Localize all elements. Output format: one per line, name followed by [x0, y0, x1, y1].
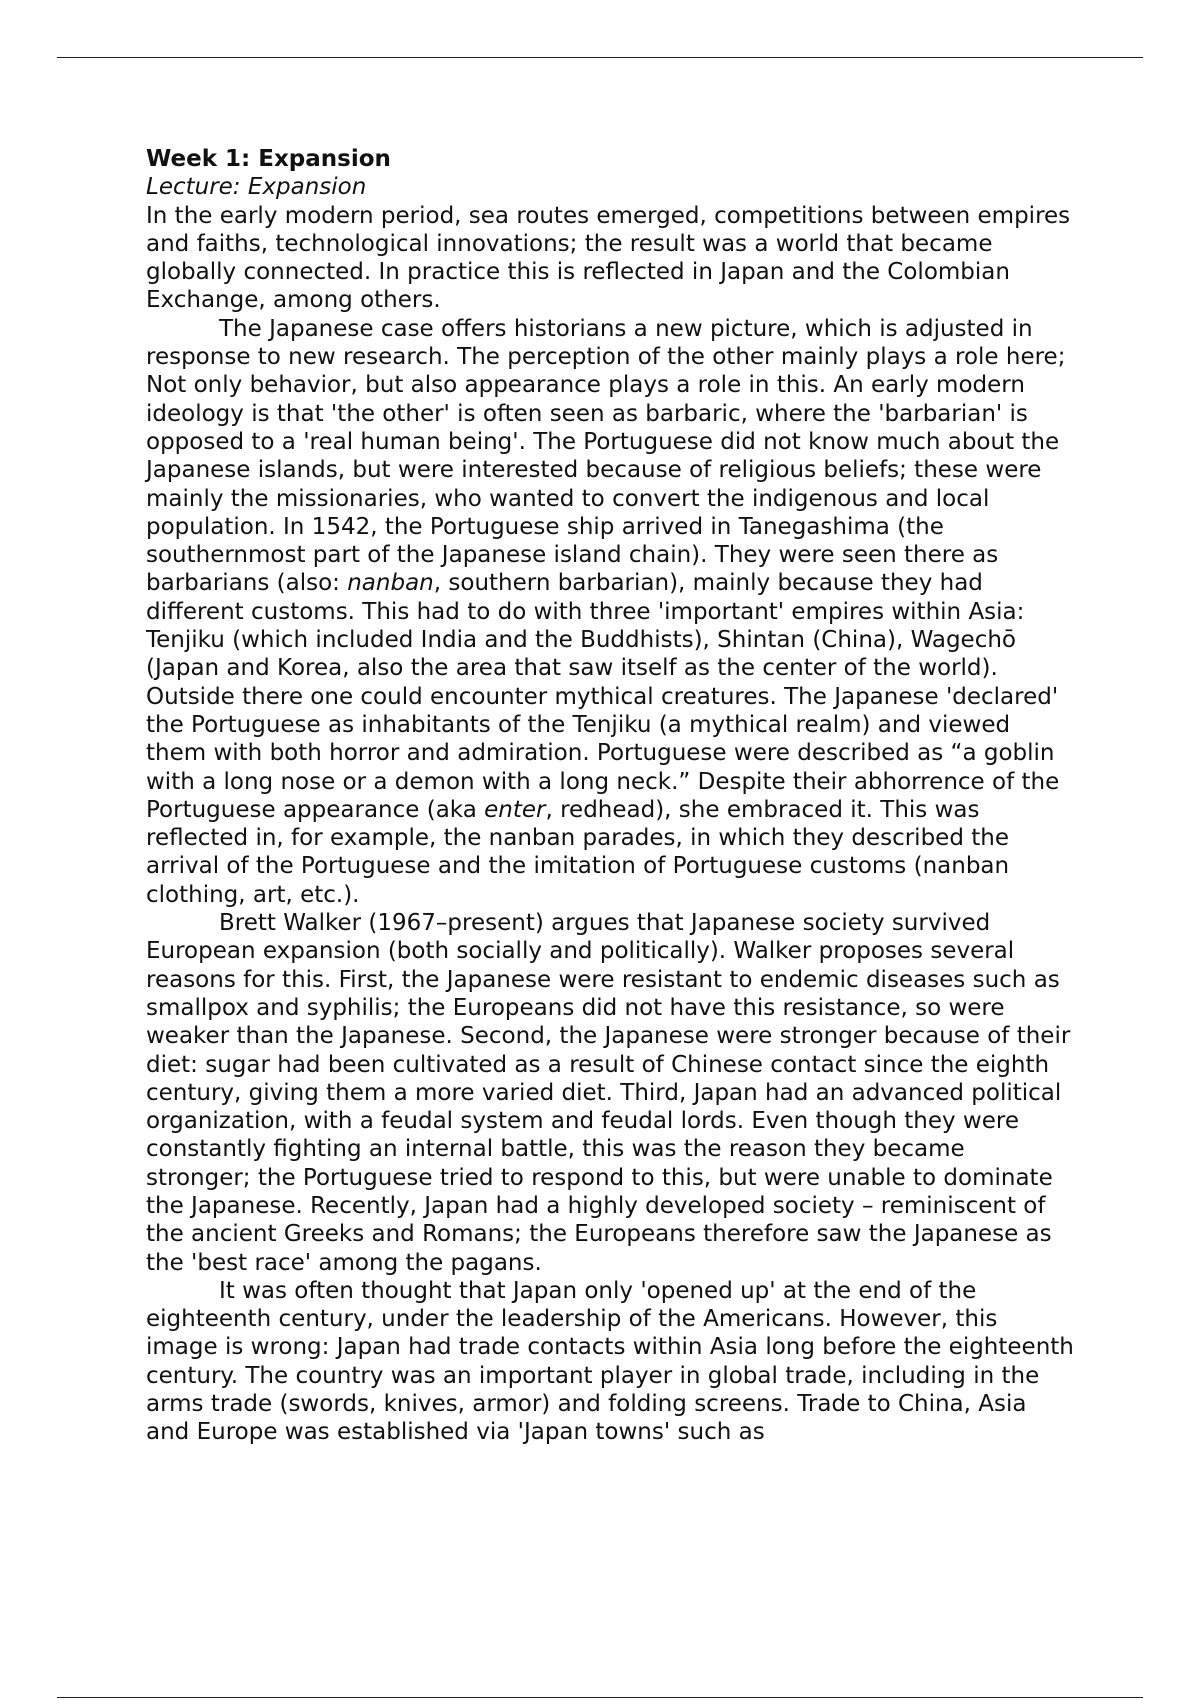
text-run: It was often thought that Japan only 'opened up' at the end of the eighteenth century, under the leadership of the Americans. However, this image is wrong: Japan had trade contacts within Asia long before the eighteenth century. The country was an important player in global trade, including in the arms trade (swords, knives, armor) and folding screens. Trade to China, Asia and Europe was established via 'Japan towns' such as [146, 1277, 1074, 1446]
lecture-subheading: Lecture: Expansion [146, 174, 367, 201]
paragraph-intro [146, 202, 1076, 315]
italic-term-enter: enter [484, 796, 546, 823]
header-rule [57, 57, 1143, 58]
paragraph-opening-up [146, 1277, 1076, 1447]
paragraph-brett-walker [146, 909, 1076, 1277]
document-body [146, 145, 1076, 1447]
text-run: , southern barbarian), mainly because they had different customs. This had to do with three 'important' empires within Asia: Tenjiku (which included India and the Buddhists), Shintan (China), Wagechō (Japan and Korea, also the area that saw itself as the center of the world). Outside there one could encounter mythical creatures. The Japanese 'declared' the Portuguese as inhabitants of the Tenjiku (a mythical realm) and viewed them with both horror and admiration. Portuguese were described as “a goblin with a long nose or a demon with a long neck.” Despite their abhorrence of the Portuguese appearance (aka [146, 570, 1060, 823]
week-heading: Week 1: Expansion [146, 146, 391, 172]
paragraph-japanese-case [146, 315, 1076, 909]
italic-term-nanban: nanban [347, 570, 434, 597]
footer-rule [57, 1697, 1143, 1698]
text-run: Brett Walker (1967–present) argues that Japanese society survived European expansion (both socially and politically). Walker proposes several reasons for this. First, the Japanese were resistant to endemic diseases such as smallpox and syphilis; the Europeans did not have this resistance, so were weaker than the Japanese. Second, the Japanese were stronger because of their diet: sugar had been cultivated as a result of Chinese contact since the eighth century, giving them a more varied diet. Third, Japan had an advanced political organization, with a feudal system and feudal lords. Even though they were constantly fighting an internal battle, this was the reason they became stronger; the Portuguese tried to respond to this, but were unable to dominate the Japanese. Recently, Japan had a highly developed society – reminiscent of the ancient Greeks and Romans; the Europeans therefore saw the Japanese as the 'best race' among the pagans. [146, 910, 1071, 1276]
text-run: In the early modern period, sea routes emerged, competitions between empires and faiths, technological innovations; the result was a world that became globally connected. In practice this is reflected in Japan and the Colombian Exchange, among others. [146, 202, 1071, 314]
text-run: , redhead), she embraced it. This was reflected in, for example, the nanban parades, in which they described the arrival of the Portuguese and the imitation of Portuguese customs (nanban clothing, art, etc.). [146, 796, 1010, 908]
text-run: The Japanese case offers historians a new picture, which is adjusted in response to new research. The perception of the other mainly plays a role here; Not only behavior, but also appearance plays a role in this. An early modern ideology is that 'the other' is often seen as barbaric, where the 'barbarian' is opposed to a 'real human being'. The Portuguese did not know much about the Japanese islands, but were interested because of religious beliefs; these were mainly the missionaries, who wanted to convert the indigenous and local population. In 1542, the Portuguese ship arrived in Tanegashima (the southernmost part of the Japanese island chain). They were seen there as barbarians (also: [146, 315, 1066, 597]
